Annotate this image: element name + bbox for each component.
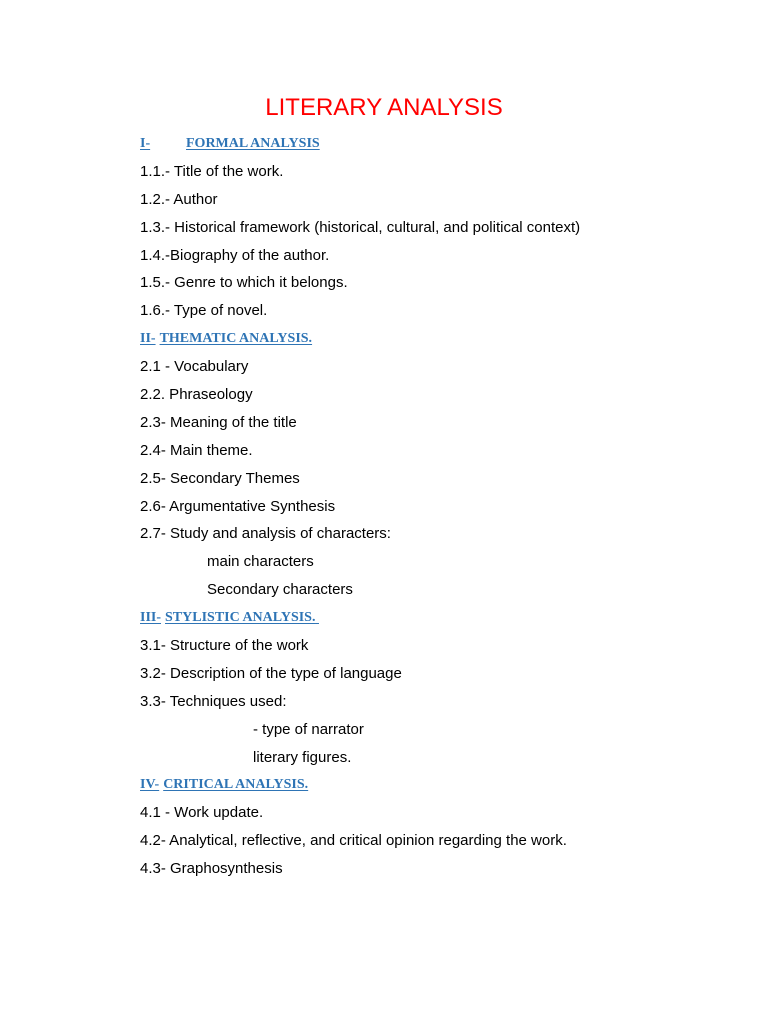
list-item: 2.6- Argumentative Synthesis bbox=[140, 497, 336, 515]
list-item: 1.6.- Type of novel. bbox=[140, 302, 268, 320]
list-item: 1.2.- Author bbox=[140, 190, 218, 208]
list-item: 2.2. Phraseology bbox=[140, 386, 253, 404]
list-item: 4.3- Graphosynthesis bbox=[140, 860, 283, 878]
section-heading-stylistic-analysis bbox=[140, 604, 740, 632]
list-item: 3.3- Techniques used: bbox=[140, 692, 287, 710]
list-item: 3.1- Structure of the work bbox=[140, 637, 309, 655]
section-title: THEMATIC ANALYSIS. bbox=[159, 331, 313, 347]
section-heading-thematic-analysis bbox=[140, 325, 740, 353]
list-item: 4.2- Analytical, reflective, and critical opinion regarding the work. bbox=[140, 832, 567, 850]
section-title: FORMAL ANALYSIS bbox=[186, 136, 320, 151]
sub-list-item: Secondary characters bbox=[207, 581, 353, 599]
section-heading-formal-analysis bbox=[140, 130, 740, 158]
list-item: 4.1 - Work update. bbox=[140, 804, 264, 822]
page-title: LITERARY ANALYSIS bbox=[265, 94, 503, 121]
sub-list-item: main characters bbox=[207, 553, 314, 571]
document-body bbox=[140, 130, 740, 883]
list-item: 3.2- Description of the type of language bbox=[140, 664, 402, 682]
section-heading-critical-analysis bbox=[140, 771, 740, 799]
list-item: 2.3- Meaning of the title bbox=[140, 413, 297, 431]
list-item: 2.4- Main theme. bbox=[140, 441, 253, 459]
sub-list-item: literary figures. bbox=[253, 748, 352, 766]
list-item: 1.4.-Biography of the author. bbox=[140, 246, 330, 264]
section-number: III- bbox=[140, 610, 162, 626]
list-item: 2.7- Study and analysis of characters: bbox=[140, 525, 391, 543]
list-item: 1.3.- Historical framework (historical, cultural, and political context) bbox=[140, 218, 581, 236]
sub-list-item: - type of narrator bbox=[253, 720, 364, 738]
list-item: 2.5- Secondary Themes bbox=[140, 469, 300, 487]
list-item: 2.1 - Vocabulary bbox=[140, 358, 249, 376]
list-item: 1.1.- Title of the work. bbox=[140, 162, 284, 180]
section-title: STYLISTIC ANALYSIS. bbox=[165, 610, 316, 626]
section-number: II- bbox=[140, 331, 156, 347]
list-item: 1.5.- Genre to which it belongs. bbox=[140, 274, 348, 292]
section-number: IV- bbox=[140, 777, 160, 793]
section-title: CRITICAL ANALYSIS. bbox=[163, 777, 309, 793]
section-number: I- bbox=[140, 136, 151, 151]
